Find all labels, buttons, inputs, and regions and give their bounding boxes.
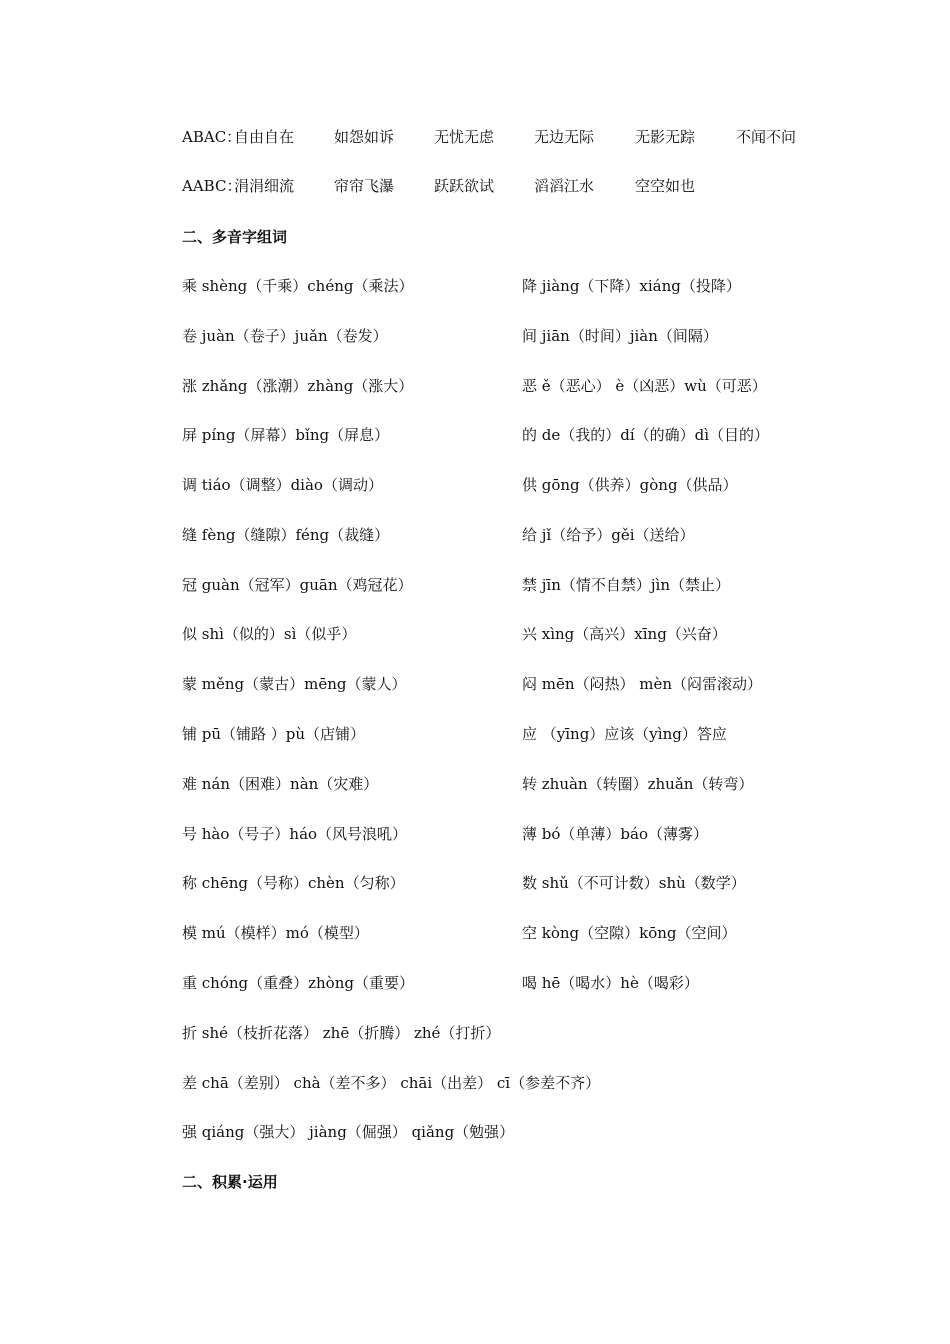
polyphone-right: 喝 hē（喝水）hè（喝彩） (522, 974, 699, 992)
polyphone-left: 蒙 měng（蒙古）mēng（蒙人） (182, 675, 407, 693)
polyphone-right: 降 jiàng（下降）xiáng（投降） (522, 277, 741, 295)
polyphone-right: 闷 mēn（闷热） mèn（闷雷滚动） (522, 675, 763, 693)
idiom-word: 如怨如诉 (334, 128, 395, 146)
idiom-word: 滔滔江水 (534, 177, 595, 195)
polyphone-left: 号 hào（号子）háo（风号浪吼） (182, 825, 408, 843)
polyphone-left: 似 shì（似的）sì（似乎） (182, 625, 357, 643)
polyphone-right: 供 gōng（供养）gòng（供品） (522, 476, 738, 494)
polyphone-right: 薄 bó（单薄）báo（薄雾） (522, 825, 708, 843)
polyphone-right: 空 kòng（空隙）kōng（空间） (522, 924, 737, 942)
idiom-word: 空空如也 (635, 177, 696, 195)
polyphone-right: 应 （yīng）应该（yìng）答应 (522, 725, 727, 743)
polyphone-left: 卷 juàn（卷子）juǎn（卷发） (182, 327, 388, 345)
idiom-word: 自由自在 (234, 128, 295, 146)
idiom-label-abac: ABAC： (182, 128, 242, 146)
idiom-word: 无忧无虑 (434, 128, 495, 146)
idiom-word: 不闻不问 (736, 128, 797, 146)
polyphone-left: 模 mú（模样）mó（模型） (182, 924, 369, 942)
polyphone-left: 屏 píng（屏幕）bǐng（屏息） (182, 426, 390, 444)
polyphone-left: 冠 guàn（冠军）guān（鸡冠花） (182, 576, 413, 594)
polyphone-right: 间 jiān（时间）jiàn（间隔） (522, 327, 718, 345)
polyphone-left: 乘 shèng（千乘）chéng（乘法） (182, 277, 414, 295)
idiom-label-aabc: AABC： (182, 177, 242, 195)
polyphone-wide: 折 shé（枝折花落） zhē（折腾） zhé（打折） (182, 1024, 501, 1042)
section-heading-accumulate: 二、积累·运用 (182, 1173, 278, 1191)
idiom-word: 涓涓细流 (234, 177, 295, 195)
polyphone-wide: 强 qiáng（强大） jiàng（倔强） qiǎng（勉强） (182, 1123, 515, 1141)
polyphone-right: 禁 jīn（情不自禁）jìn（禁止） (522, 576, 730, 594)
polyphone-left: 调 tiáo（调整）diào（调动） (182, 476, 383, 494)
idiom-word: 帘帘飞瀑 (334, 177, 395, 195)
idiom-word: 跃跃欲试 (434, 177, 495, 195)
polyphone-right: 兴 xìng（高兴）xīng（兴奋） (522, 625, 727, 643)
polyphone-left: 涨 zhǎng（涨潮）zhàng（涨大） (182, 377, 414, 395)
polyphone-wide: 差 chā（差别） chà（差不多） chāi（出差） cī（参差不齐） (182, 1074, 601, 1092)
idiom-word: 无边无际 (534, 128, 595, 146)
polyphone-left: 铺 pū（铺路 ）pù（店铺） (182, 725, 366, 743)
polyphone-right: 的 de（我的）dí（的确）dì（目的） (522, 426, 770, 444)
polyphone-left: 难 nán（困难）nàn（灾难） (182, 775, 379, 793)
polyphone-left: 称 chēng（号称）chèn（匀称） (182, 874, 405, 892)
polyphone-right: 给 jǐ（给予）gěi（送给） (522, 526, 695, 544)
polyphone-right: 数 shǔ（不可计数）shù（数学） (522, 874, 746, 892)
polyphone-left: 重 chóng（重叠）zhòng（重要） (182, 974, 414, 992)
polyphone-right: 转 zhuàn（转圈）zhuǎn（转弯） (522, 775, 754, 793)
polyphone-right: 恶 ě（恶心） è（凶恶）wù（可恶） (522, 377, 767, 395)
section-heading-polyphones: 二、多音字组词 (182, 228, 288, 246)
idiom-word: 无影无踪 (635, 128, 696, 146)
polyphone-left: 缝 fèng（缝隙）féng（裁缝） (182, 526, 390, 544)
